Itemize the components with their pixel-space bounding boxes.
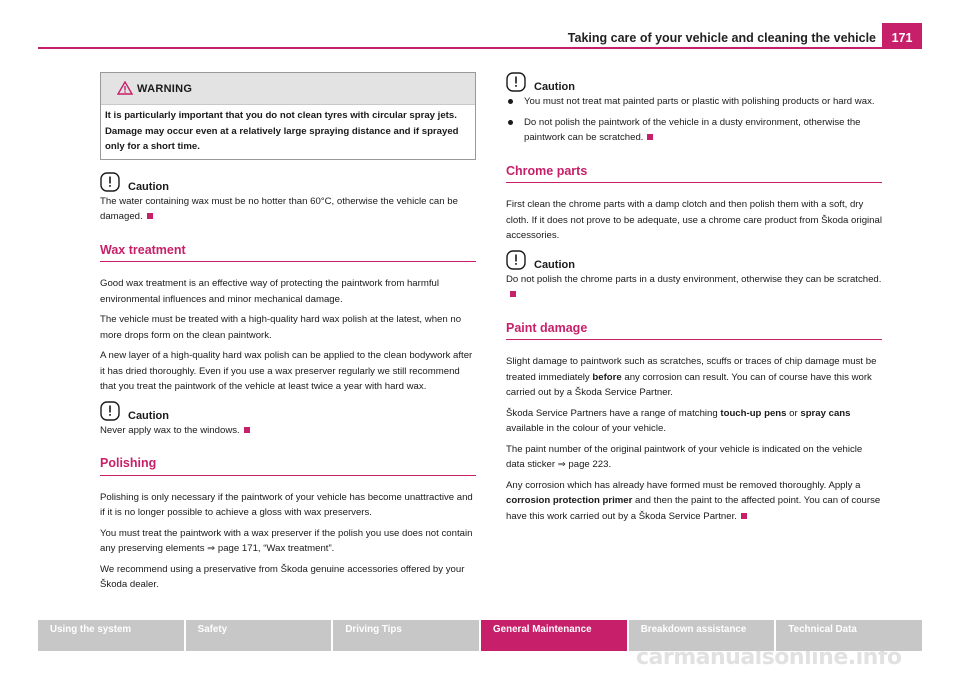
page-header-title: Taking care of your vehicle and cleaning the vehicle [567,31,876,45]
section-end-marker [244,427,250,433]
caution-label: Caution [128,409,169,422]
right-column [506,72,882,529]
paragraph: The paint number of the original paintwork of your vehicle is indicated on the vehicle data sticker ⇒ page 223. [506,443,863,470]
paragraph: Good wax treatment is an effective way of protecting the paintwork from harmful environmental influences and minor mechanical damage. [100,278,439,305]
warning-label: WARNING [137,83,193,95]
caution-header [100,172,476,194]
section-end-marker [647,134,653,140]
section-end-marker [510,291,516,297]
caution-header [506,250,882,272]
paragraph: First clean the chrome parts with a damp clotch and then polish them with a soft, dry cloth. If it does not prove to be adequate, use a chrome care product from Škoda original accessories. [506,199,882,241]
paragraph: We recommend using a preservative from Škoda genuine accessories offered by your Škoda dealer. [100,563,465,590]
caution-text: Never apply wax to the windows. [100,423,476,439]
paragraph: Slight damage to paintwork such as scratches, scuffs or traces of chip damage must be treated immediately before any corrosion can result. You can of course have this work carried out by a Škoda Service Partner. [506,356,877,398]
caution-text: Do not polish the chrome parts in a dusty environment, otherwise they can be scratched. [506,272,882,303]
caution-icon [506,72,526,92]
caution-icon [506,250,526,270]
warning-triangle-icon [117,81,133,95]
caution-label: Caution [534,258,575,271]
tab-using-the-system[interactable]: Using the system [38,620,184,651]
caution-icon [100,172,120,192]
paragraph: You must treat the paintwork with a wax preserver if the polish you use does not contain any preserving elements ⇒ page 171, “Wax treatment”. [100,527,473,554]
paragraph: Polishing is only necessary if the paintwork of your vehicle has become unattractive and if it is no longer possible to achieve a gloss with wax preservers. [100,491,473,518]
section-title-chrome-parts: Chrome parts [506,164,882,184]
caution-text: The water containing wax must be no hotter than 60°C, otherwise the vehicle can be damaged. [100,195,458,222]
left-column [100,72,476,598]
section-end-marker [741,513,747,519]
tab-technical-data[interactable]: Technical Data [776,620,922,651]
paragraph: Any corrosion which has already have formed must be removed thoroughly. Apply a corrosion protection primer and then the paint to the affected point. You can of course have this work carried out by a Škoda Service Partner. [506,479,881,522]
bullet-item: Do not polish the paintwork of the vehicle in a dusty environment, otherwise the paintwork can be scratched. [506,115,882,146]
section-title-paint-damage: Paint damage [506,321,882,341]
tab-driving-tips[interactable]: Driving Tips [333,620,479,651]
tab-safety[interactable]: Safety [186,620,332,651]
caution-header [100,401,476,423]
caution-label: Caution [128,180,169,193]
section-end-marker [147,213,153,219]
paragraph: Škoda Service Partners have a range of matching touch-up pens or spray cans available in the colour of your vehicle. [506,407,851,434]
warning-box [100,72,476,160]
caution-label: Caution [534,81,575,93]
caution-icon [100,401,120,421]
tab-breakdown-assistance[interactable]: Breakdown assistance [629,620,775,651]
caution-header [506,72,882,94]
section-title-polishing: Polishing [100,456,476,476]
page-number: 171 [882,23,922,47]
paragraph: The vehicle must be treated with a high-quality hard wax polish at the latest, when no more drops form on the clean paintwork. [100,314,462,341]
section-title-wax-treatment: Wax treatment [100,243,476,263]
warning-text: It is particularly important that you do not clean tyres with circular spray jets. Damage may occur even at a relatively large spraying distance and if sprayed only for a short time. [105,110,459,152]
header-divider [38,47,922,49]
warning-header [101,73,475,105]
bullet-item: You must not treat mat painted parts or plastic with polishing products or hard wax. [506,94,882,110]
paragraph: A new layer of a high-quality hard wax polish can be applied to the clean bodywork after it has dried thoroughly. Even if you use a wax preserver regularly we still recommend that you treat the paintwork of the vehicle at least twice a year with hard wax. [100,350,473,392]
tab-general-maintenance[interactable]: General Maintenance [481,620,627,651]
watermark: carmanualsonline.info [636,645,902,670]
